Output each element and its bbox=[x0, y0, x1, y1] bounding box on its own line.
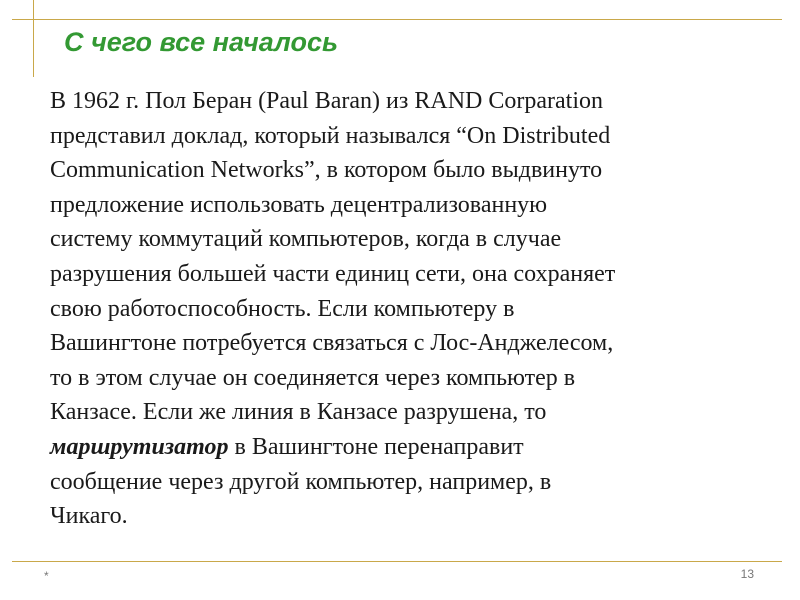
emphasized-term: маршрутизатор bbox=[50, 433, 229, 460]
bottom-rule-line bbox=[12, 561, 782, 562]
left-accent-line bbox=[33, 0, 34, 77]
body-line-11 bbox=[50, 430, 780, 465]
footer-marker: * bbox=[44, 569, 49, 583]
slide-title: С чего все началось bbox=[64, 27, 339, 57]
body-line-5: систему коммутаций компьютеров, когда в случае bbox=[50, 226, 562, 253]
page-number: 13 bbox=[740, 567, 754, 581]
body-line-10: Канзасе. Если же линия в Канзасе разрушена, то bbox=[50, 399, 547, 426]
top-rule-line bbox=[12, 19, 782, 20]
body-line-13: Чикаго. bbox=[50, 503, 128, 530]
body-line-9: то в этом случае он соединяется через компьютер в bbox=[50, 364, 576, 391]
body-line-1: В 1962 г. Пол Беран (Paul Baran) из RAND Corparation bbox=[50, 88, 603, 114]
body-line-12: сообщение через другой компьютер, например, в bbox=[50, 468, 552, 495]
body-line-11-rest: в Вашингтоне перенаправит bbox=[228, 433, 524, 460]
body-line-3: Communication Networks”, в котором было выдвинуто bbox=[50, 157, 603, 184]
body-line-4: предложение использовать децентрализованную bbox=[50, 191, 548, 218]
slide-body bbox=[50, 84, 780, 534]
body-line-7: свою работоспособность. Если компьютеру в bbox=[50, 295, 515, 322]
body-line-2: представил доклад, который назывался “On Distributed bbox=[50, 122, 611, 149]
body-line-6: разрушения большей части единиц сети, она сохраняет bbox=[50, 260, 616, 287]
body-line-8: Вашингтоне потребуется связаться с Лос-Анджелесом, bbox=[50, 330, 614, 357]
